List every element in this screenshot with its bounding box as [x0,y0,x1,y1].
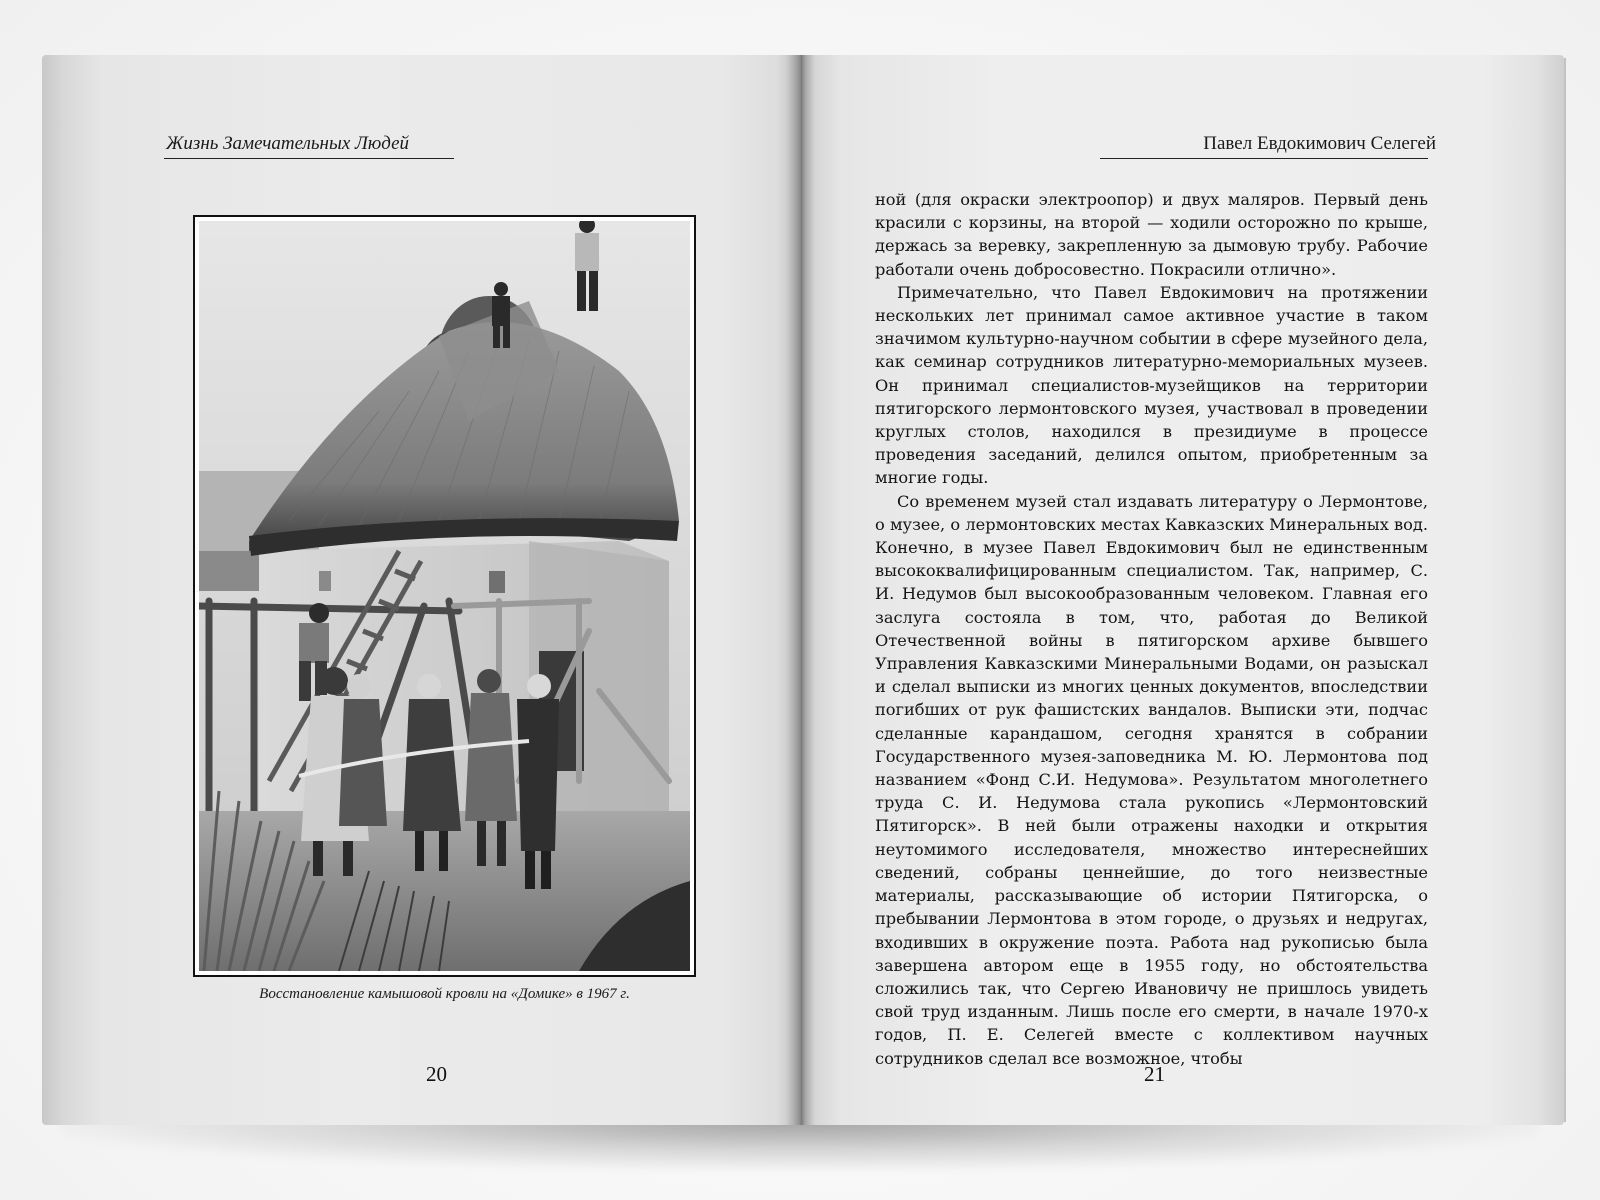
right-page-number: 21 [1144,1062,1165,1086]
body-text [875,188,1428,1070]
left-running-head: Жизнь Замечательных Людей [166,133,410,154]
left-page-number: 20 [426,1062,447,1086]
paragraph-literature: Со временем музей стал издавать литературу о Лермонтове, о музее, о лермонтовских местах Кавказских Минеральных вод. Конечно, в музее Павел Евдокимович был не единственным высококвалифицированным специалистом. Так, например, С. И. Недумов был высокообразованным человеком. Главная его заслуга состояла в том, что, работая до Великой Отечественной войны в пятигорском архиве бывшего Управления Кавказскими Минеральными Водами, он разыскал и сделал выписки из многих ценных документов, впоследствии погибших от рук фашистских вандалов. Выписки эти, подчас сделанные карандашом, сегодня хранятся в собрании Государственного музея-заповедника М. Ю. Лермонтова под названием «Фонд С.И. Недумова». Результатом многолетнего труда С. И. Недумова стала рукопись «Лермонтовский Пятигорск». В ней были отражены находки и открытия неутомимого исследователя, множество интереснейших сведений, собраны ценнейшие, до того неизвестные материалы, рассказывающие об истории Пятигорска, о пребывании Лермонтова в этом городе, о друзьях и недругах, входивших в окружение поэта. Работа над рукописью была завершена автором еще в 1955 году, но обстоятельства сложились так, что Сергею Ивановичу не пришлось увидеть свой труд изданным. Лишь после его смерти, в начале 1970-х годов, П. Е. Селегей вместе с коллективом научных сотрудников сделал все возможное, чтобы [875,491,1428,1068]
photo-illustration [199,221,690,971]
paragraph-continuation: ной (для окраски электроопор) и двух маляров. Первый день красили с корзины, на второй — ходили осторожно по крыше, держась за веревку, закрепленную за дымовую трубу. Рабочие работали очень добросовестно. Покрасили отлично». [875,190,1428,279]
right-running-head: Павел Евдокимович Селегей [1203,133,1436,154]
book-spine-gutter [786,55,816,1125]
photo-caption: Восстановление камышовой кровли на «Домике» в 1967 г. [259,986,630,1002]
archival-photo [199,221,690,971]
right-header-rule [1100,158,1428,159]
paragraph-seminar: Примечательно, что Павел Евдокимович на протяжении нескольких лет принимал самое активное участие в таком значимом культурно-научном событии в сфере музейного дела, как семинар сотрудников литературно-мемориальных музеев. Он принимал специалистов-музейщиков на территории пятигорского лермонтовского музея, участвовал в проведении круглых столов, находился в президиуме в процессе проведения заседаний, делился опытом, приобретенным за многие годы. [875,282,1428,488]
left-header-rule [164,158,454,159]
photo-frame [193,215,696,977]
